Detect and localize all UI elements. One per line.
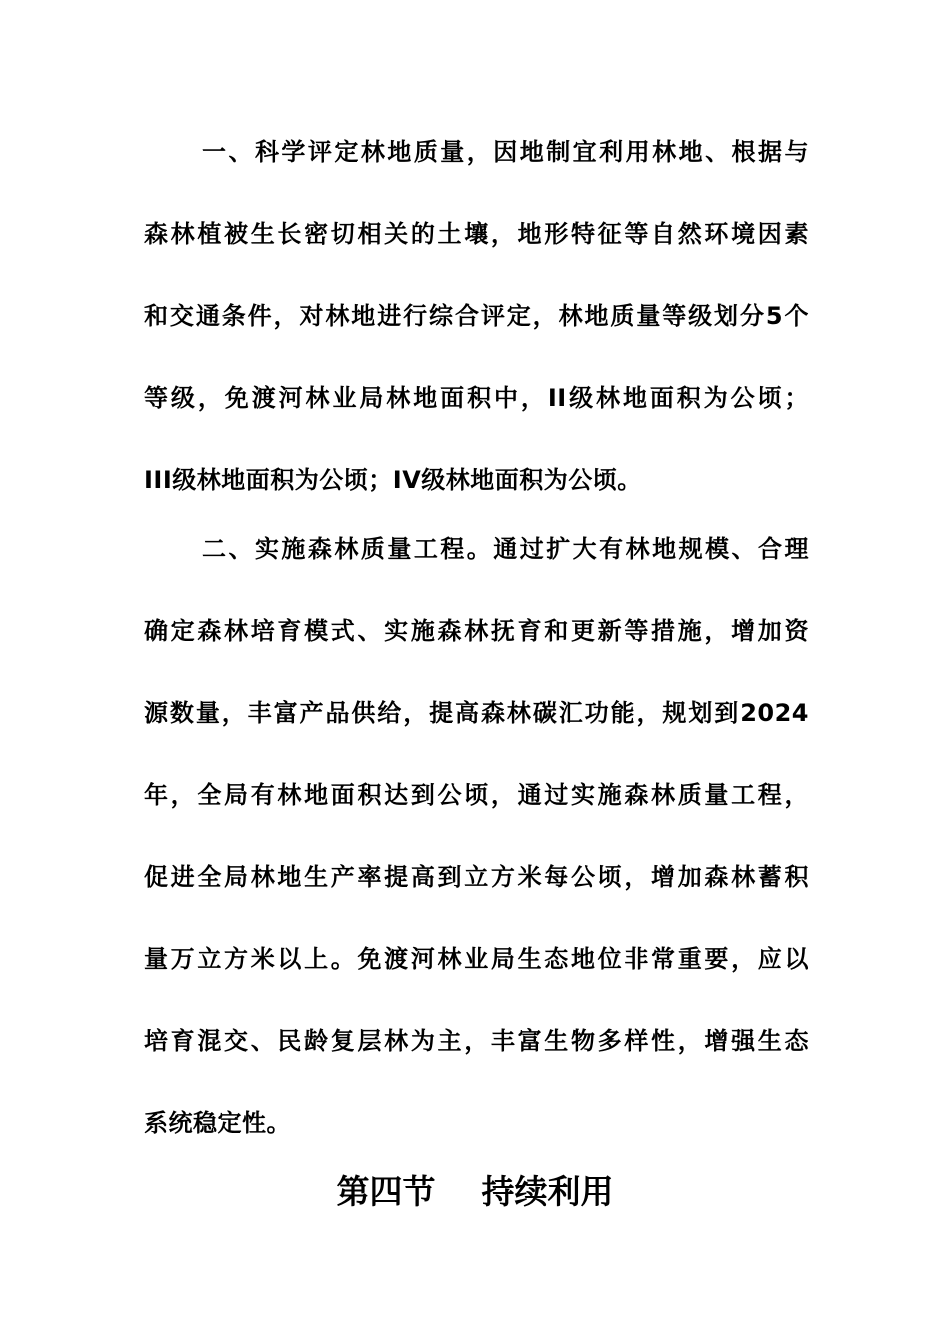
paragraph-2-line-8: 系统稳定性。 [144, 1109, 291, 1137]
paragraph-1-line-2: 森林植被生长密切相关的土壤，地形特征等自然环境因素 [144, 220, 809, 248]
paragraph-2-line-5: 促进全局林地生产率提高到立方米每公顷，增加森林蓄积 [144, 863, 809, 891]
paragraph-1-line-4: 等级，免渡河林业局林地面积中，II级林地面积为公顷； [144, 384, 809, 412]
paragraph-2-line-3: 源数量，丰富产品供给，提高森林碳汇功能，规划到2024 [144, 699, 809, 727]
paragraph-1-line-3: 和交通条件，对林地进行综合评定，林地质量等级划分5个 [144, 302, 809, 330]
paragraph-2-line-4: 年，全局有林地面积达到公顷，通过实施森林质量工程， [144, 781, 809, 809]
paragraph-2-line-6: 量万立方米以上。免渡河林业局生态地位非常重要，应以 [144, 945, 809, 973]
paragraph-1-line-1: 一、科学评定林地质量，因地制宜利用林地、根据与 [202, 138, 809, 166]
paragraph-1-line-5: III级林地面积为公顷；IV级林地面积为公顷。 [144, 466, 642, 494]
paragraph-2-line-7: 培育混交、民龄复层林为主，丰富生物多样性，增强生态 [144, 1027, 809, 1055]
paragraph-2-line-1: 二、实施森林质量工程。通过扩大有林地规模、合理 [202, 535, 809, 563]
section-heading: 第四节 持续利用 [336, 1172, 614, 1211]
paragraph-2-line-2: 确定森林培育模式、实施森林抚育和更新等措施，增加资 [144, 617, 809, 645]
